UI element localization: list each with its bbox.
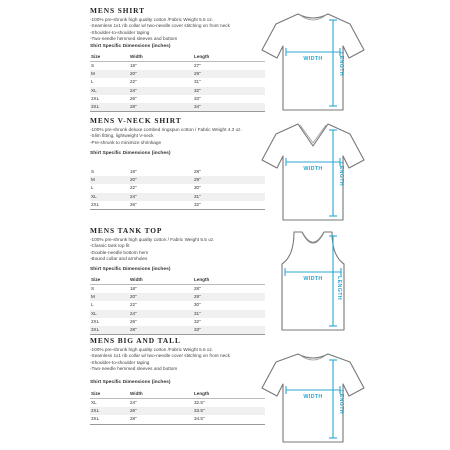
cell-length: 31" <box>194 193 201 199</box>
cell-length: 28" <box>194 169 201 174</box>
section-title: MENS SHIRT <box>90 6 145 15</box>
cell-size: XL <box>91 87 97 93</box>
cell-size: 3XL <box>91 416 100 422</box>
cell-width: 20" <box>130 71 137 77</box>
cell-width: 18" <box>130 63 137 68</box>
cell-size: M <box>91 177 95 183</box>
cell-length: 29" <box>194 294 201 300</box>
cell-width: 20" <box>130 294 137 300</box>
feature-item: -Two-needle hemmed sleeves and bottom <box>90 35 178 41</box>
table-row <box>90 78 265 86</box>
cell-length: 30" <box>194 185 201 191</box>
cell-width: 20" <box>130 177 137 183</box>
table-header-row <box>90 275 265 285</box>
table-row <box>90 70 265 78</box>
table-row <box>90 326 265 334</box>
crew-neck-tee-icon <box>258 336 368 444</box>
cell-length: 27" <box>194 63 201 68</box>
table-row <box>90 301 265 309</box>
feature-item: -Classic tank top fit <box>90 243 130 249</box>
cell-width: 22" <box>130 79 137 85</box>
cell-size: XL <box>91 310 97 316</box>
width-label: WIDTH <box>303 166 323 172</box>
width-label: WIDTH <box>303 56 323 62</box>
cell-length: 29" <box>194 177 201 183</box>
cell-width: 24" <box>130 193 137 199</box>
table-row <box>90 103 265 111</box>
dimensions-table <box>90 275 265 335</box>
cell-size: XL <box>91 400 97 405</box>
header-length: Length <box>194 391 210 396</box>
cell-size: M <box>91 294 95 300</box>
section-mens-big-and-tall <box>0 336 450 446</box>
dimensions-table <box>90 52 265 112</box>
cell-width: 28" <box>130 103 137 109</box>
table-row <box>90 193 265 201</box>
cell-size: L <box>91 302 94 308</box>
cell-size: S <box>91 169 95 174</box>
length-label: LENGTH <box>338 162 344 186</box>
cell-length: 32.5" <box>194 400 205 405</box>
tank-top-icon <box>258 226 368 334</box>
feature-item: -Slim fitting, lightweight V-neck <box>90 133 154 139</box>
dimensions-subtitle: Shirt Specific Dimensions (inches) <box>90 380 171 385</box>
cell-size: 2XL <box>91 201 100 207</box>
table-row <box>90 176 265 184</box>
table-row <box>90 318 265 326</box>
cell-length: 29" <box>194 71 201 77</box>
cell-width: 18" <box>130 169 137 174</box>
dimensions-subtitle: Shirt Specific Dimensions (inches) <box>90 44 171 49</box>
cell-size: 2XL <box>91 95 100 101</box>
cell-width: 26" <box>130 318 137 324</box>
width-label: WIDTH <box>303 394 323 400</box>
cell-width: 28" <box>130 326 137 332</box>
cell-size: L <box>91 185 94 191</box>
header-length: Length <box>194 54 210 59</box>
dimensions-subtitle: Shirt Specific Dimensions (inches) <box>90 151 171 156</box>
section-title: MENS TANK TOP <box>90 226 163 235</box>
table-row <box>90 87 265 95</box>
table-row <box>90 407 265 415</box>
cell-length: 28" <box>194 286 201 291</box>
cell-length: 32" <box>194 201 201 207</box>
header-width: Width <box>130 391 143 396</box>
section-mens-v-neck-shirt <box>0 116 450 226</box>
cell-width: 24" <box>130 87 137 93</box>
cell-size: 3XL <box>91 103 100 109</box>
cell-length: 32" <box>194 87 201 93</box>
cell-width: 18" <box>130 286 137 291</box>
feature-item: -Pre-shrunk to minimize shrinkage <box>90 139 162 145</box>
cell-size: 2XL <box>91 318 100 324</box>
table-row <box>90 399 265 407</box>
cell-width: 28" <box>130 416 137 422</box>
cell-width: 26" <box>130 408 137 414</box>
feature-list <box>90 347 230 372</box>
cell-width: 22" <box>130 302 137 308</box>
section-title: MENS V-NECK SHIRT <box>90 116 182 125</box>
header-length: Length <box>194 277 210 282</box>
cell-length: 33" <box>194 95 201 101</box>
cell-length: 33" <box>194 326 201 332</box>
section-title: MENS BIG AND TALL <box>90 336 181 345</box>
feature-item: -100% pre-shrunk high quality cotton / Fabric Weight 5.5 oz. <box>90 237 215 242</box>
cell-size: 2XL <box>91 408 100 414</box>
cell-width: 24" <box>130 310 137 316</box>
cell-size: 3XL <box>91 326 100 332</box>
cell-width: 24" <box>130 400 137 405</box>
header-width: Width <box>130 54 143 59</box>
cell-length: 32" <box>194 318 201 324</box>
cell-size: M <box>91 71 95 77</box>
dimensions-table <box>90 168 265 210</box>
feature-item: -Seamless 1x1 rib collar w/ two-needle cover stitching on front neck <box>90 23 230 29</box>
header-size: Size <box>91 54 101 59</box>
table-row <box>90 168 265 176</box>
feature-list <box>90 127 242 146</box>
header-size: Size <box>91 391 101 396</box>
cell-size: L <box>91 79 94 85</box>
table-row <box>90 62 265 70</box>
cell-size: XL <box>91 193 97 199</box>
table-header-row <box>90 389 265 399</box>
cell-length: 30" <box>194 302 201 308</box>
header-width: Width <box>130 277 143 282</box>
cell-length: 31" <box>194 310 201 316</box>
cell-width: 26" <box>130 95 137 101</box>
table-row <box>90 415 265 423</box>
table-row <box>90 184 265 192</box>
feature-item: -Shoulder-to-shoulder taping <box>90 29 150 35</box>
feature-item: -Seamless 1x1 rib collar w/ two-needle cover stitching on front neck <box>90 353 230 359</box>
table-row <box>90 95 265 103</box>
crew-neck-tee-icon <box>258 6 368 114</box>
feature-item: -Shoulder-to-shoulder taping <box>90 359 150 365</box>
cell-size: S <box>91 286 95 291</box>
feature-list <box>90 17 230 42</box>
feature-item: -Double-needle bottom hem <box>90 249 149 255</box>
table-header-row <box>90 52 265 62</box>
dimensions-table <box>90 389 265 425</box>
length-label: LENGTH <box>338 52 344 76</box>
cell-length: 34.5" <box>194 416 205 422</box>
section-mens-tank-top <box>0 226 450 336</box>
table-row <box>90 293 265 301</box>
section-mens-shirt <box>0 6 450 116</box>
feature-item: -100% pre-shrunk high quality cotton /Fabric Weight 5.5 oz. <box>90 17 214 22</box>
v-neck-tee-icon <box>258 116 368 224</box>
cell-width: 22" <box>130 185 137 191</box>
cell-length: 31" <box>194 79 201 85</box>
length-label: LENGTH <box>338 390 344 414</box>
feature-item: -Bound collar and armholes <box>90 255 148 261</box>
feature-list <box>90 237 214 262</box>
header-size: Size <box>91 277 101 282</box>
length-label: LENGTH <box>336 276 342 300</box>
cell-width: 26" <box>130 201 137 207</box>
feature-item: -100% pre-shrunk high quality cotton /Fabric Weight 5.5 oz. <box>90 347 214 352</box>
feature-item: -Two-needle hemmed sleeves and bottom <box>90 365 178 371</box>
cell-length: 33.5" <box>194 408 205 414</box>
table-row <box>90 201 265 209</box>
table-row <box>90 310 265 318</box>
cell-length: 34" <box>194 103 201 109</box>
table-row <box>90 285 265 293</box>
cell-size: S <box>91 63 95 68</box>
dimensions-subtitle: Shirt Specific Dimensions (inches) <box>90 267 171 272</box>
width-label: WIDTH <box>303 276 323 282</box>
feature-item: -100% pre-shrunk deluxe combed ringspun cotton / Fabric Weight 4.3 oz. <box>90 127 242 132</box>
